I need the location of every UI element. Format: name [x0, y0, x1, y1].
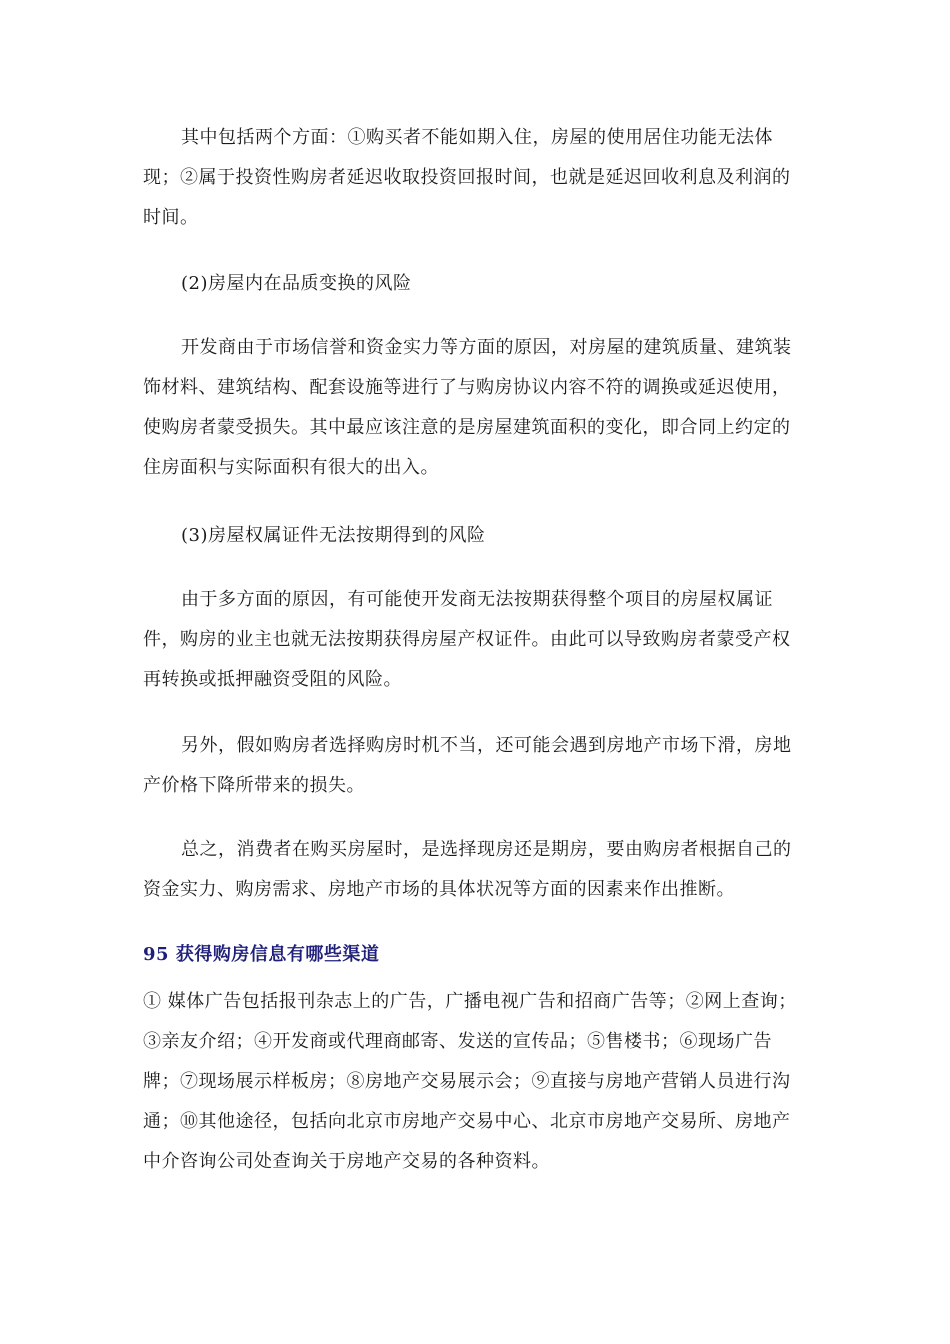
section-body: ① 媒体广告包括报刊杂志上的广告，广播电视广告和招商广告等；②网上查询；③亲友介绍；④开发商或代理商邮寄、发送的宣传品；⑤售楼书；⑥现场广告牌；⑦现场展示样板房；⑧房地产交易展示会；⑨直接与房地产营销人员进行沟通；⑩其他途径，包括向北京市房地产交易中心、北京市房地产交易所、房地产中介咨询公司处查询关于房地产交易的各种资料。: [143, 991, 797, 1172]
paragraph-delay-aspects: 其中包括两个方面：①购买者不能如期入住，房屋的使用居住功能无法体现；②属于投资性购房者延迟收取投资回报时间，也就是延迟回收利息及利润的时间。: [143, 127, 791, 228]
paragraph-title-certificate-risk: 由于多方面的原因，有可能使开发商无法按期获得整个项目的房屋权属证件，购房的业主也就无法按期获得房屋产权证件。由此可以导致购房者蒙受产权再转换或抵押融资受阻的风险。: [143, 589, 791, 690]
paragraph-conclusion: 总之，消费者在购买房屋时，是选择现房还是期房，要由购房者根据自己的资金实力、购房需求、房地产市场的具体状况等方面的因素来作出推断。: [143, 839, 792, 900]
section-heading: 95 获得购房信息有哪些渠道: [143, 944, 380, 965]
subheading-title-certificate-risk: (3)房屋权属证件无法按期得到的风险: [181, 525, 486, 546]
subheading-quality-risk: (2)房屋内在品质变换的风险: [181, 273, 412, 294]
paragraph-quality-risk: 开发商由于市场信誉和资金实力等方面的原因，对房屋的建筑质量、建筑装饰材料、建筑结构、配套设施等进行了与购房协议内容不符的调换或延迟使用，使购房者蒙受损失。其中最应该注意的是房屋建筑面积的变化，即合同上约定的住房面积与实际面积有很大的出入。: [143, 337, 792, 478]
paragraph-market-timing: 另外，假如购房者选择购房时机不当，还可能会遇到房地产市场下滑，房地产价格下降所带来的损失。: [143, 735, 792, 796]
